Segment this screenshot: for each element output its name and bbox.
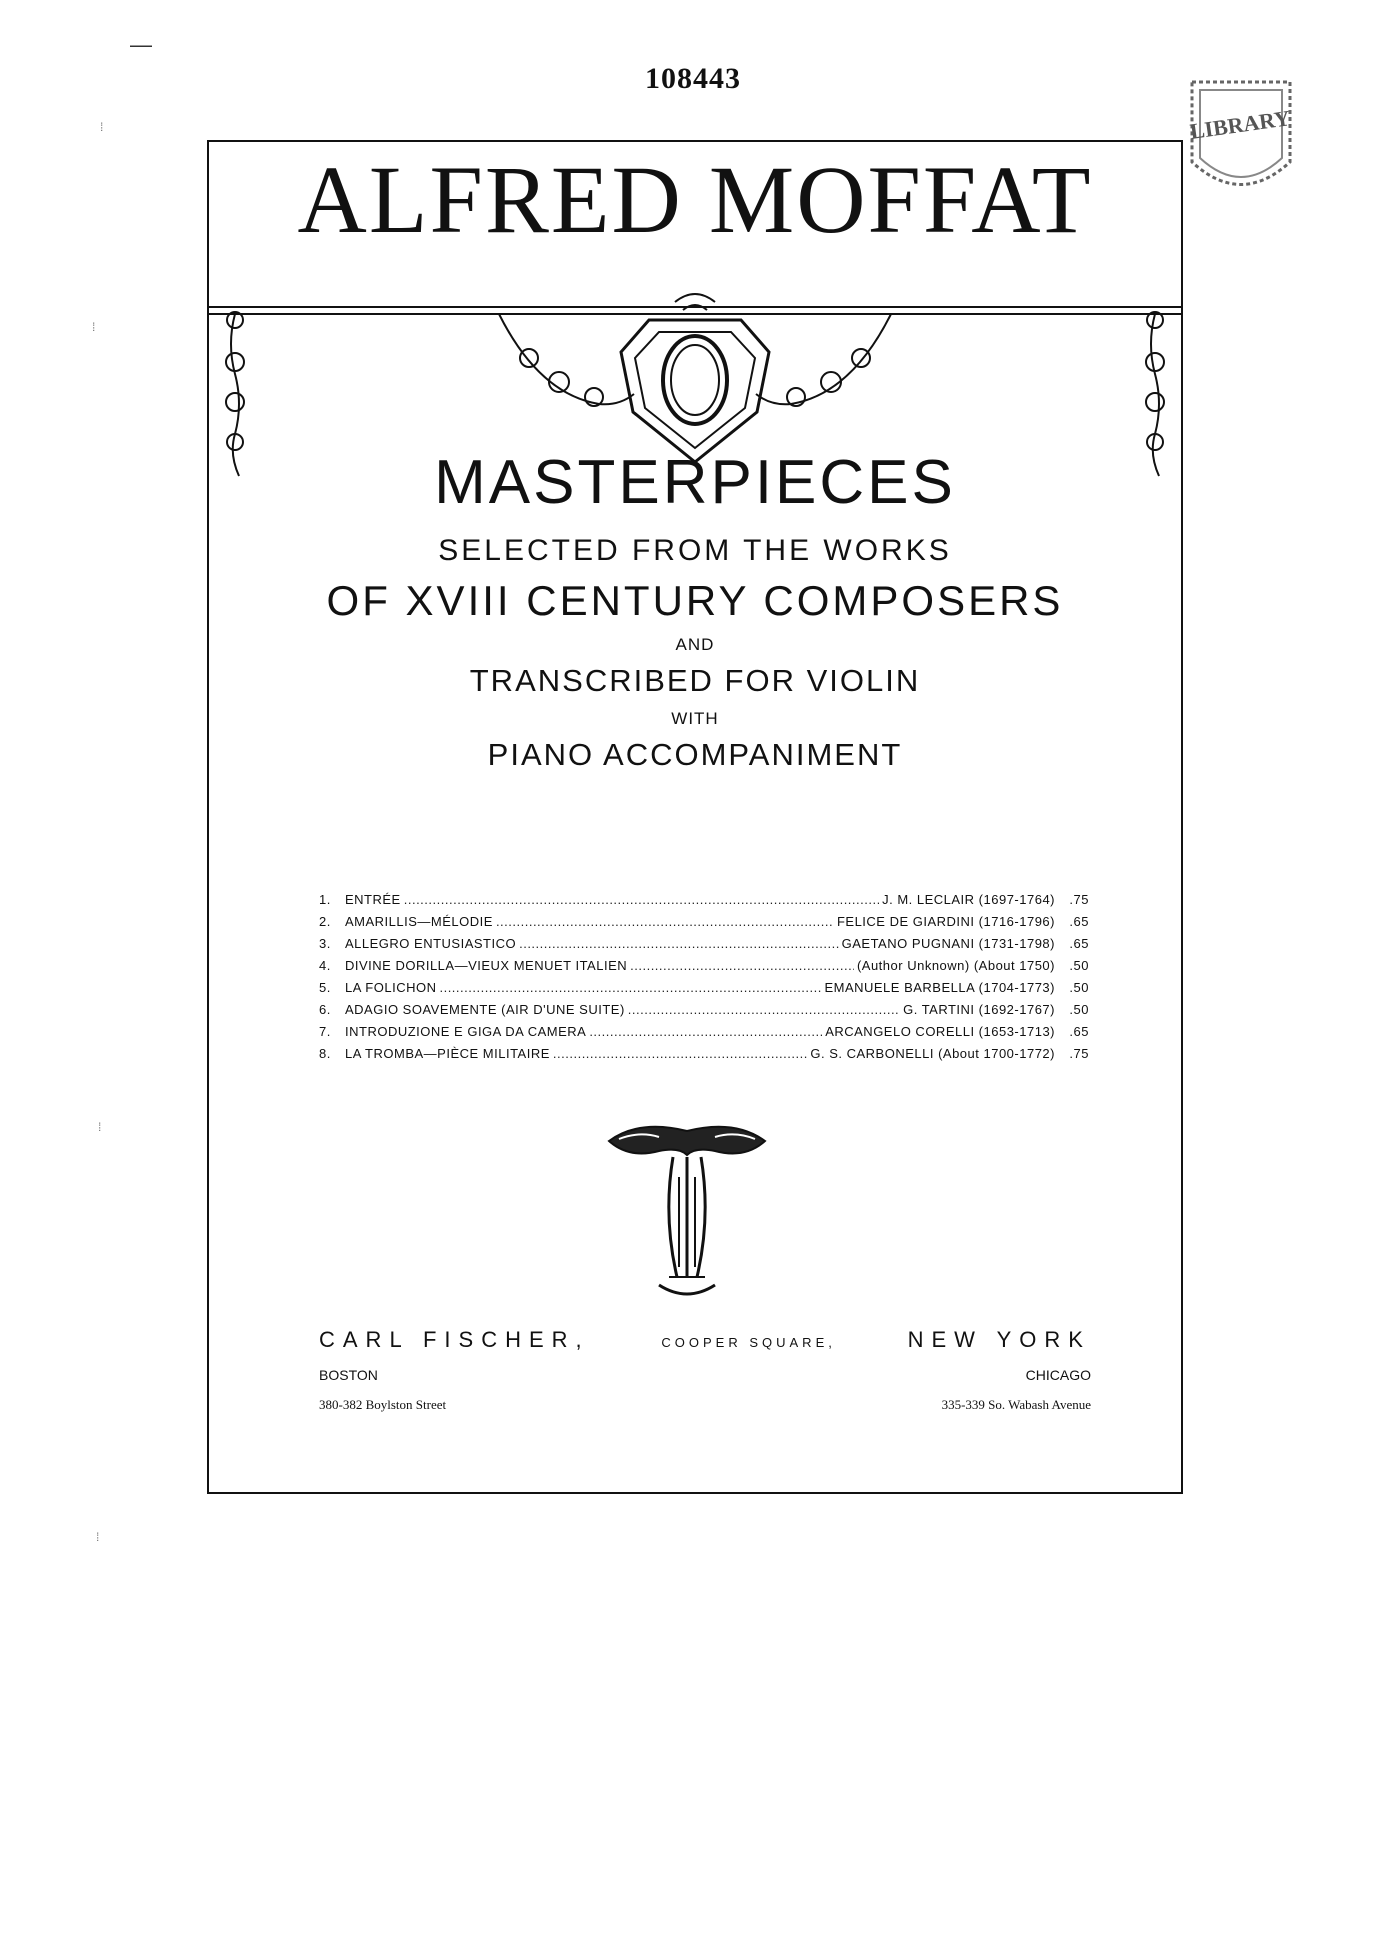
list-item — [319, 914, 1089, 936]
list-item — [319, 958, 1089, 980]
title-block — [209, 448, 1181, 772]
branch-cities — [319, 1367, 1091, 1383]
item-number: 8. — [319, 1046, 331, 1061]
branch-addresses — [319, 1397, 1091, 1413]
list-item — [319, 1046, 1089, 1068]
dot-leader — [404, 892, 879, 907]
dot-leader — [628, 1002, 900, 1017]
item-composer: J. M. LECLAIR (1697-1764) — [882, 892, 1055, 907]
list-item — [319, 1024, 1089, 1046]
subtitle-line-4: TRANSCRIBED FOR VIOLIN — [469, 663, 921, 698]
list-item — [319, 936, 1089, 958]
branch-right: CHICAGO — [1025, 1367, 1091, 1383]
item-composer: EMANUELE BARBELLA (1704-1773) — [824, 980, 1055, 995]
item-price: .50 — [1069, 1002, 1089, 1017]
item-composer: G. S. CARBONELLI (About 1700-1772) — [810, 1046, 1055, 1061]
subtitle-line-6: PIANO ACCOMPANIMENT — [487, 737, 903, 772]
branch-left: BOSTON — [319, 1367, 378, 1383]
item-price: .65 — [1069, 1024, 1089, 1039]
dot-leader — [553, 1046, 807, 1061]
subtitle-line-3: AND — [675, 635, 715, 654]
contents-list — [319, 892, 1089, 1068]
subtitle-line-5: WITH — [671, 709, 719, 728]
subtitle-line-1: SELECTED FROM THE WORKS — [438, 534, 952, 567]
item-number: 7. — [319, 1024, 331, 1039]
margin-mark: ⁞ — [100, 120, 104, 134]
lyre-vignette — [599, 1117, 775, 1307]
item-price: .75 — [1069, 892, 1089, 907]
dot-leader — [439, 980, 821, 995]
item-price: .65 — [1069, 936, 1089, 951]
publisher-line — [319, 1327, 1091, 1353]
dot-leader — [519, 936, 839, 951]
item-composer: G. TARTINI (1692-1767) — [903, 1002, 1055, 1017]
item-number: 1. — [319, 892, 331, 907]
item-number: 3. — [319, 936, 331, 951]
dot-leader — [630, 958, 854, 973]
item-number: 4. — [319, 958, 331, 973]
item-title: DIVINE DORILLA—VIEUX MENUET ITALIEN — [345, 958, 628, 973]
item-composer: FELICE DE GIARDINI (1716-1796) — [836, 914, 1055, 929]
item-composer: GAETANO PUGNANI (1731-1798) — [841, 936, 1055, 951]
list-item — [319, 1002, 1089, 1024]
collection-title: MASTERPIECES — [434, 448, 956, 517]
catalog-number: 108443 — [645, 62, 741, 95]
item-title: ENTRÉE — [345, 892, 401, 907]
publisher-street: COOPER SQUARE, — [661, 1335, 836, 1350]
item-price: .75 — [1069, 1046, 1089, 1061]
title-page-frame — [207, 140, 1183, 1494]
margin-mark: ⁞ — [98, 1120, 102, 1134]
publisher-block — [319, 1327, 1091, 1413]
address-right: 335-339 So. Wabash Avenue — [941, 1397, 1091, 1412]
margin-mark: ⁞ — [96, 1530, 100, 1544]
publisher-city: NEW YORK — [907, 1327, 1091, 1352]
item-title: INTRODUZIONE E GIGA DA CAMERA — [345, 1024, 587, 1039]
item-composer: ARCANGELO CORELLI (1653-1713) — [825, 1024, 1055, 1039]
item-number: 2. — [319, 914, 331, 929]
composer-name: ALFRED MOFFAT — [297, 146, 1093, 253]
item-price: .65 — [1069, 914, 1089, 929]
item-title: LA FOLICHON — [345, 980, 437, 995]
corner-mark: — — [130, 32, 152, 57]
publisher-name: CARL FISCHER, — [319, 1327, 590, 1352]
stamp-label: LIBRARY — [1188, 105, 1292, 144]
library-stamp — [1182, 72, 1300, 212]
address-left: 380-382 Boylston Street — [319, 1397, 447, 1412]
dot-leader — [589, 1024, 822, 1039]
item-number: 6. — [319, 1002, 331, 1017]
item-composer: (Author Unknown) (About 1750) — [856, 958, 1055, 973]
item-title: LA TROMBA—PIÈCE MILITAIRE — [345, 1046, 550, 1061]
margin-mark: ⁞ — [92, 320, 96, 334]
item-number: 5. — [319, 980, 331, 995]
list-item — [319, 980, 1089, 1002]
subtitle-line-2: OF XVIII CENTURY COMPOSERS — [326, 577, 1064, 624]
list-item — [319, 892, 1089, 914]
dot-leader — [496, 914, 834, 929]
item-title: ADAGIO SOAVEMENTE (AIR D'UNE SUITE) — [345, 1002, 625, 1017]
item-price: .50 — [1069, 980, 1089, 995]
item-price: .50 — [1069, 958, 1089, 973]
item-title: AMARILLIS—MÉLODIE — [345, 914, 493, 929]
item-title: ALLEGRO ENTUSIASTICO — [345, 936, 517, 951]
